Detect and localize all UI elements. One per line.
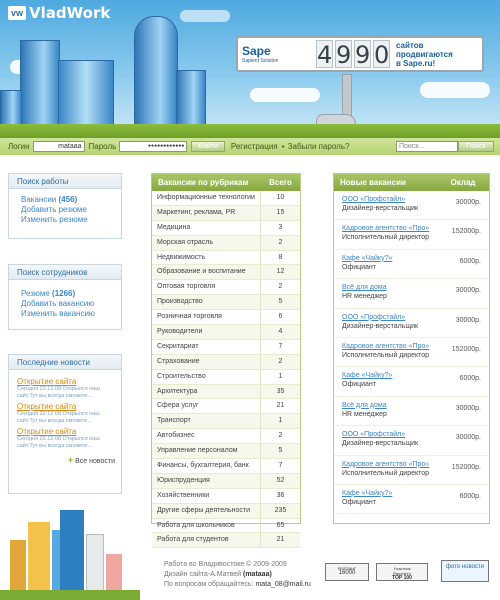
vacancy-position: Официант: [342, 498, 376, 506]
rubric-row[interactable]: [152, 236, 300, 251]
rubric-count: 12: [276, 268, 285, 276]
rubric-name[interactable]: Оптовая торговля: [152, 280, 261, 294]
search-form: [396, 141, 494, 152]
counter-digit: 0: [374, 41, 390, 69]
rubric-name[interactable]: Страхование: [152, 355, 261, 369]
rubric-name[interactable]: Работа для школьников: [152, 519, 261, 533]
staff-search-title: Поиск сотрудников: [9, 265, 121, 280]
vacancy-company-link[interactable]: Кадровое агентство «Про»: [342, 225, 430, 233]
grass-strip: [0, 124, 500, 138]
rubric-count: 10: [276, 194, 285, 201]
rubric-count: 5: [278, 447, 283, 455]
rubric-count: 21: [276, 402, 285, 410]
vacancy-pay: 30000р.: [455, 404, 481, 412]
rubrics-col-count: Всего: [269, 178, 292, 187]
resume-link[interactable]: Резюме (1266): [21, 289, 76, 298]
building-illustration: [20, 40, 60, 126]
rubric-row[interactable]: [152, 340, 300, 355]
news-item[interactable]: [17, 427, 121, 449]
building-illustration: [176, 70, 206, 126]
vacancy-company-link[interactable]: Кафе «Чайку?»: [342, 254, 393, 262]
rubric-row[interactable]: [152, 206, 300, 221]
rubric-name[interactable]: Недвижимость: [152, 251, 261, 265]
vacancy-position: Дизайнер-верстальщик: [342, 322, 419, 330]
rubric-count: 8: [278, 253, 283, 261]
rubric-name[interactable]: Производство: [152, 295, 261, 309]
counter-digit: 9: [336, 41, 352, 69]
rubric-row[interactable]: [152, 385, 300, 400]
rubric-count: 2: [278, 238, 283, 246]
vacancy-pay: 30000р.: [455, 199, 481, 206]
counter-digit: 9: [355, 41, 371, 69]
rubric-row[interactable]: [152, 414, 300, 429]
rubric-count: 2: [278, 357, 283, 365]
vacancy-pay: 30000р.: [455, 316, 481, 324]
rubric-count: 4: [278, 328, 283, 336]
vacancy-row[interactable]: [334, 220, 489, 249]
news-title: Последние новости: [9, 355, 121, 370]
vacancy-pay: 30000р.: [455, 434, 481, 442]
counter-digit: 4: [317, 41, 333, 69]
vacancy-position: HR менеджер: [342, 293, 387, 301]
job-search-title: Поиск работы: [9, 174, 121, 189]
rubric-row[interactable]: [152, 399, 300, 414]
rubric-name[interactable]: Сфера услуг: [152, 399, 261, 413]
forgot-password-link[interactable]: Забыли пароль?: [287, 142, 350, 151]
footer-email-link[interactable]: mata_08@mail.ru: [255, 581, 311, 588]
login-input[interactable]: mataaa: [33, 141, 85, 152]
password-input[interactable]: ●●●●●●●●●●●●: [119, 141, 187, 152]
rubrics-col-title: Вакансии по рубрикам: [158, 178, 249, 187]
sape-logo: Sape Sapient Solution: [242, 44, 279, 64]
vacancy-company-link[interactable]: ООО «Профстайл»: [342, 196, 406, 203]
vacancy-pay: 152000р.: [451, 345, 481, 353]
rubric-name[interactable]: Руководители: [152, 325, 261, 339]
rubrics-table: [151, 173, 301, 544]
rubric-count: 35: [276, 387, 285, 395]
rubric-name[interactable]: Автобизнес: [152, 429, 261, 443]
rubric-count: 2: [278, 283, 283, 291]
building-illustration: [58, 60, 114, 126]
vacancy-company-link[interactable]: Кадровое агентство «Про»: [342, 342, 430, 350]
news-item-title[interactable]: Открытие сайта: [17, 377, 77, 386]
vacancy-row[interactable]: [334, 279, 489, 308]
login-bar: [0, 138, 500, 155]
rubric-name[interactable]: Морская отрасль: [152, 236, 261, 250]
rubric-name[interactable]: Розничная торговля: [152, 310, 261, 324]
rubric-name[interactable]: Секритариат: [152, 340, 261, 354]
rubric-name[interactable]: Строительство: [152, 370, 261, 384]
vacancy-pay: 6000р.: [459, 375, 481, 383]
rubric-name[interactable]: Архитектура: [152, 385, 261, 399]
news-item-title[interactable]: Открытие сайта: [17, 402, 77, 411]
vacancies-col-title: Новые вакансии: [340, 178, 406, 187]
rubric-count: 52: [276, 476, 285, 484]
edit-vacancy-link[interactable]: Изменить вакансию: [21, 309, 95, 318]
rubric-row[interactable]: [152, 310, 300, 325]
vacancy-row[interactable]: [334, 485, 489, 514]
rubric-row[interactable]: [152, 191, 300, 206]
vacancies-count: (456): [58, 195, 78, 204]
rubric-row[interactable]: [152, 444, 300, 459]
rating-badge[interactable]: РЕЙТИНГ 16000: [325, 563, 369, 581]
rubric-row[interactable]: [152, 355, 300, 370]
footer-designer: (mataaa): [243, 571, 272, 578]
city-illustration: [0, 510, 140, 600]
cloud: [420, 82, 490, 98]
footer-info: [164, 560, 311, 590]
rubric-row[interactable]: [152, 295, 300, 310]
rubric-row[interactable]: [152, 280, 300, 295]
cloud: [180, 10, 230, 22]
rubric-name[interactable]: Хозяйственники: [152, 489, 261, 503]
news-item-title[interactable]: Открытие сайта: [17, 427, 77, 436]
rubric-count: 15: [276, 208, 285, 216]
footer-design: Дизайн сайта-А.Матвей (mataaa): [164, 571, 272, 578]
rubric-row[interactable]: [152, 474, 300, 489]
photo-news-badge[interactable]: фото новости: [441, 560, 489, 582]
vacancies-table: [333, 173, 490, 524]
footer-copyright: Работа во Владивостоке © 2009-2009: [164, 561, 287, 568]
rubric-name[interactable]: Маркетинг, реклама, PR: [152, 206, 261, 220]
rubric-count: 7: [278, 462, 283, 470]
site-header: [0, 0, 500, 138]
vacancies-col-pay: Оклад: [450, 178, 476, 187]
add-resume-link[interactable]: Добавить резюме: [21, 205, 87, 214]
rubric-row[interactable]: [152, 221, 300, 236]
rubric-row[interactable]: [152, 489, 300, 504]
vacancy-pay: 152000р.: [451, 228, 481, 236]
vacancy-position: Исполнительный директор: [342, 469, 430, 477]
vacancy-company-link[interactable]: Кафе «Чайку?»: [342, 372, 393, 380]
rubric-row[interactable]: [152, 251, 300, 266]
rubric-count: 6: [278, 313, 283, 321]
add-vacancy-link[interactable]: Добавить вакансию: [21, 299, 95, 308]
building-illustration: [134, 16, 178, 126]
all-news-link[interactable]: + Все новости: [67, 455, 115, 465]
vacancy-row[interactable]: [334, 309, 489, 338]
rubric-name[interactable]: Финансы, бухгалтерия, банк: [152, 459, 261, 473]
bullet-icon: ●: [281, 143, 285, 150]
rubric-row[interactable]: [152, 459, 300, 474]
vacancy-pay: 6000р.: [459, 257, 481, 265]
rubric-count: 1: [278, 417, 283, 425]
vacancies-link[interactable]: Вакансии (456): [21, 195, 78, 204]
footer-contact: По вопросам обращайтесь: mata_08@mail.ru: [164, 581, 311, 588]
rubric-name[interactable]: Работа для студентов: [152, 533, 261, 547]
resume-count: (1266): [52, 289, 76, 298]
rubric-count: 5: [278, 298, 283, 306]
rubric-row[interactable]: [152, 265, 300, 280]
vacancy-position: Исполнительный директор: [342, 234, 430, 242]
vacancies-header: [334, 174, 489, 191]
vacancy-position: Официант: [342, 263, 376, 271]
vacancy-company-link[interactable]: Кафе «Чайку?»: [342, 489, 393, 497]
search-button[interactable]: Поиск: [458, 141, 494, 152]
vacancy-company-link[interactable]: Всё для дома: [342, 284, 387, 292]
cloud: [250, 88, 320, 102]
vacancy-row[interactable]: [334, 456, 489, 485]
site-counter: [316, 40, 390, 68]
rubric-count: 3: [278, 223, 283, 231]
vacancy-position: Дизайнер-верстальщик: [342, 440, 419, 448]
vacancy-position: Дизайнер-верстальщик: [342, 205, 419, 212]
rubric-row[interactable]: [152, 504, 300, 519]
rubric-name[interactable]: Транспорт: [152, 414, 261, 428]
vacancy-row[interactable]: [334, 250, 489, 279]
logo-mark: vw: [8, 6, 26, 20]
news-item-text: Сегодня 22.12.08 Открылся наш сайт.Тут вы всегда сможете...: [17, 386, 100, 399]
rubric-name[interactable]: Юриспруденция: [152, 474, 261, 488]
vacancy-position: HR менеджер: [342, 410, 387, 418]
vacancy-position: Исполнительный директор: [342, 351, 430, 359]
news-item-text: Сегодня 22.12.08 Открылся наш сайт.Тут вы всегда сможете...: [17, 436, 100, 449]
rubric-name[interactable]: Медицина: [152, 221, 261, 235]
job-search-box: [8, 173, 122, 239]
rubrics-header: [152, 174, 300, 191]
news-item[interactable]: [17, 402, 121, 424]
vacancy-position: Официант: [342, 381, 376, 389]
logo-text: VladWork: [29, 4, 111, 22]
vacancy-company-link[interactable]: ООО «Профстайл»: [342, 431, 406, 439]
rubrics-body: [152, 191, 300, 548]
vacancy-company-link[interactable]: Всё для дома: [342, 401, 387, 409]
register-link[interactable]: Регистрация: [230, 142, 278, 151]
plus-icon: +: [67, 455, 74, 465]
rubric-name[interactable]: Управление персоналом: [152, 444, 261, 458]
sape-billboard[interactable]: [236, 36, 484, 72]
rubric-count: 36: [276, 491, 285, 499]
vacancies-body: [334, 191, 489, 514]
rubric-count: 7: [278, 342, 283, 350]
vacancy-company-link[interactable]: ООО «Профстайл»: [342, 313, 406, 321]
vacancy-pay: 30000р.: [455, 287, 481, 295]
password-label: Пароль: [88, 142, 117, 151]
billboard-text: сайтов продвигаются в Sape.ru!: [396, 40, 453, 68]
vacancy-row[interactable]: [334, 426, 489, 455]
vacancy-pay: 152000р.: [451, 463, 481, 471]
vacancy-row[interactable]: [334, 191, 489, 220]
news-box: [8, 354, 122, 494]
rubric-row[interactable]: [152, 429, 300, 444]
rubric-name[interactable]: Образование и воспитание: [152, 265, 261, 279]
rubric-count: 65: [276, 521, 285, 529]
edit-resume-link[interactable]: Изменить резюме: [21, 215, 88, 224]
login-button[interactable]: Войти: [191, 141, 225, 152]
vacancy-row[interactable]: [334, 397, 489, 426]
news-item-text: Сегодня 22.12.08 Открылся наш сайт.Тут вы всегда сможете...: [17, 411, 100, 424]
search-input[interactable]: Поиск...: [396, 141, 458, 152]
rambler-top100-badge[interactable]: Участник Rambler's TOP 100: [376, 563, 428, 581]
rubric-count: 1: [278, 372, 283, 380]
rubric-row[interactable]: [152, 325, 300, 340]
rubric-name[interactable]: Информационные технологии: [152, 191, 261, 205]
rubric-row[interactable]: [152, 519, 300, 534]
rubric-row[interactable]: [152, 533, 300, 548]
login-label: Логин: [8, 142, 30, 151]
rubric-name[interactable]: Другие сферы деятельности: [152, 504, 261, 518]
vacancy-pay: 6000р.: [459, 492, 481, 500]
vacancy-row[interactable]: [334, 338, 489, 367]
site-logo[interactable]: [8, 4, 110, 22]
building-illustration: [0, 90, 22, 126]
rubric-count: 2: [278, 432, 283, 440]
news-item[interactable]: [17, 377, 121, 399]
staff-search-box: [8, 264, 122, 330]
vacancy-company-link[interactable]: Кадровое агентство «Про»: [342, 460, 430, 468]
rubric-row[interactable]: [152, 370, 300, 385]
rubric-count: 235: [274, 506, 287, 514]
vacancy-row[interactable]: [334, 367, 489, 396]
rubric-count: 21: [276, 536, 285, 544]
